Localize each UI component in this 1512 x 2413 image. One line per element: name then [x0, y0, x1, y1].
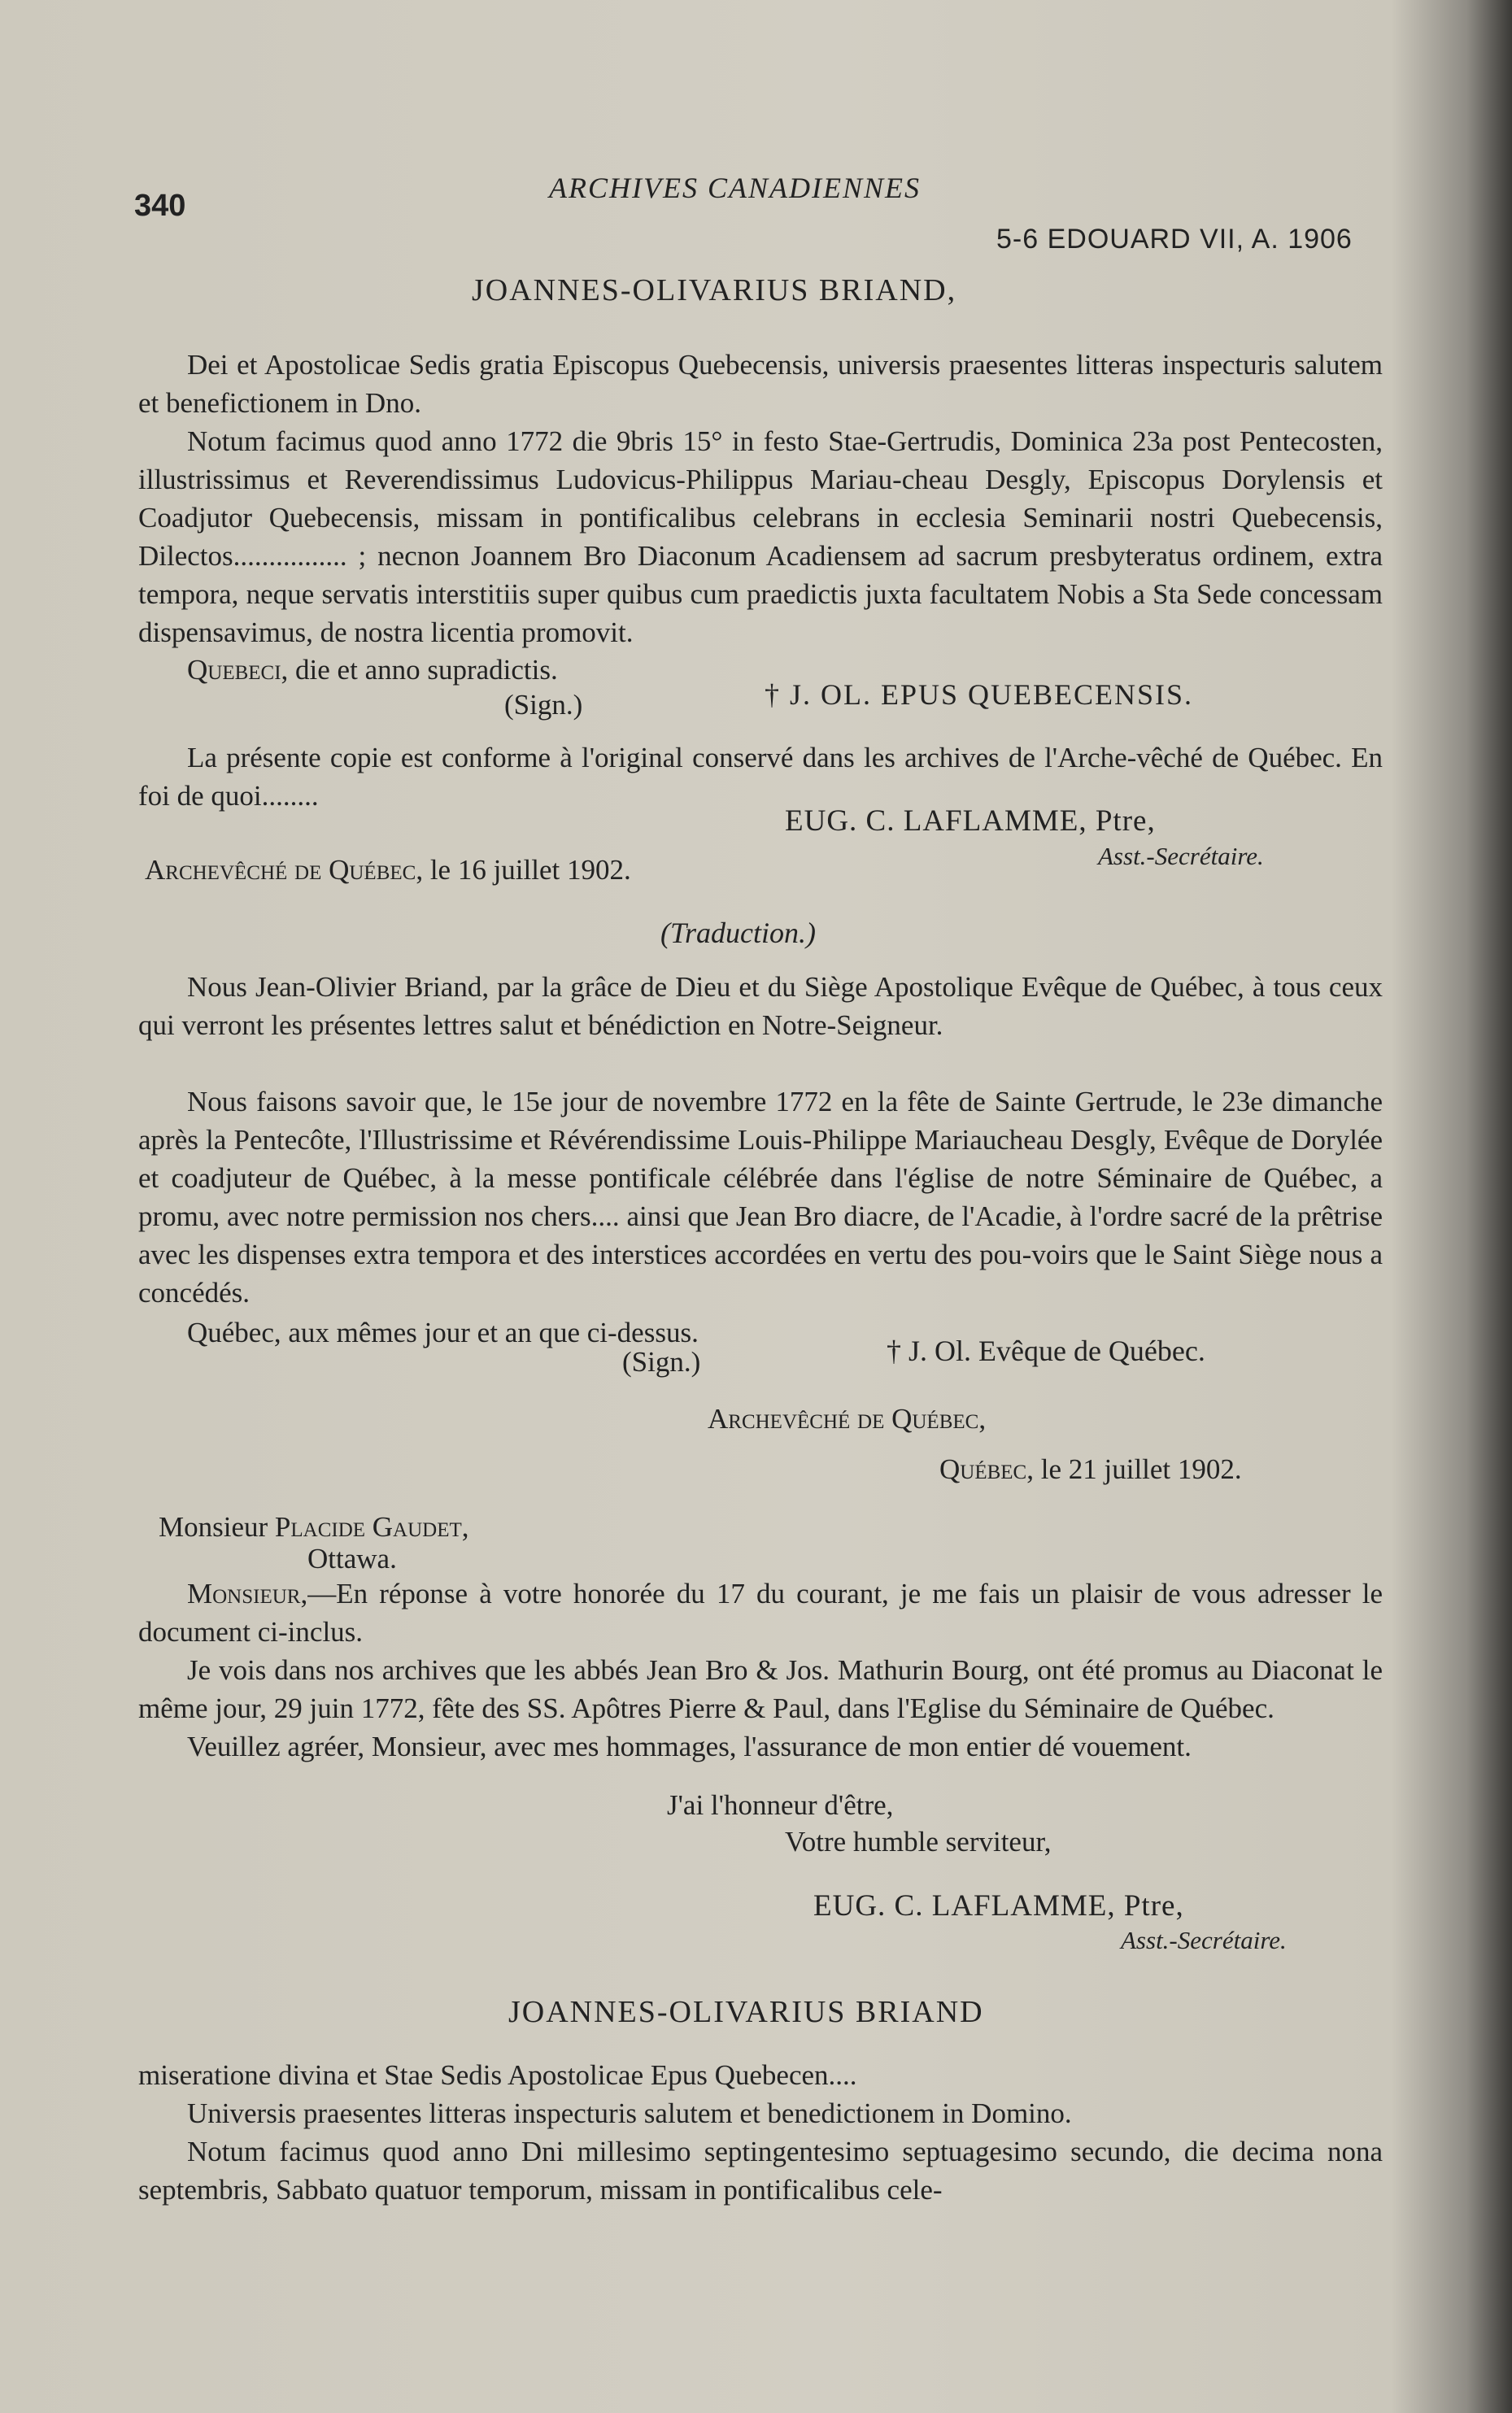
copy-note-text: La présente copie est conforme à l'original conservé dans les archives de l'Arche-vêché de Québec. En foi de quoi........	[138, 742, 1383, 812]
translation-sign-label: (Sign.)	[622, 1346, 701, 1378]
doc1-signature: † J. OL. EPUS QUEBECENSIS.	[765, 678, 1194, 711]
letter-paragraph-1-text: —En réponse à votre honorée du 17 du courant, je me fais un plaisir de vous adresser le document ci-inclus.	[138, 1578, 1383, 1648]
doc2-title: JOANNES-OLIVARIUS BRIAND	[508, 1995, 984, 2029]
letter-sender: Archevêché de Québec,	[708, 1403, 987, 1435]
doc1-paragraph-1: Dei et Apostolicae Sedis gratia Episcopus Quebecensis, universis praesentes litteras inspecturis salutem et benefictionem in Dno.	[138, 349, 1383, 419]
copy-note-place: Archevêché de Québec	[145, 854, 416, 886]
translation-label: (Traduction.)	[660, 917, 817, 949]
translation-paragraph-2: Nous faisons savoir que, le 15e jour de novembre 1772 en la fête de Sainte Gertrude, le 23e dimanche après la Pentecôte, l'Illustrissime et Révérendissime Louis-Philippe Mariaucheau Desgly, Evêque de Dorylée et coadjuteur de Québec, à la messe pontificale célébrée dans l'église de notre Séminaire de Québec, a promu, avec notre permission nos chers.... ainsi que Jean Bro diacre, de l'Acadie, à l'ordre sacré de la prêtrise avec les dispenses extra tempora et des interstices accordées en vertu des pou-voirs que le Saint Siège nous a concédés.	[138, 1086, 1383, 1309]
letter-date-place: Québec	[939, 1453, 1027, 1485]
translation-paragraph-1: Nous Jean-Olivier Briand, par la grâce de Dieu et du Siège Apostolique Evêque de Québec, à tous ceux qui verront les présentes lettres salut et bénédiction en Notre-Seigneur.	[138, 971, 1383, 1041]
doc1-sign-label: (Sign.)	[504, 689, 583, 721]
edition-line: 5-6 EDOUARD VII, A. 1906	[996, 224, 1353, 255]
letter-date: , le 21 juillet 1902.	[1026, 1453, 1242, 1485]
letter-recipient-name: Placide Gaudet,	[274, 1511, 469, 1543]
doc1-paragraph-2: Notum facimus quod anno 1772 die 9bris 15° in festo Stae-Gertrudis, Dominica 23a post Pentecosten, illustrissimus et Reverendissimus Ludovicus-Philippus Mariau-cheau Desgly, Episcopus Dorylensis et Coadjutor Quebecensis, missam in pontificalibus celebrans in ecclesia Seminarii nostri Quebecensis, Dilectos................ ; necnon Joannem Bro Diaconum Acadiensem ad sacrum presbyteratus ordinem, extra tempora, neque servatis interstitiis super quibus cum praedictis juxta facultatem Nobis a Sta Sede concessam dispensavimus, de nostra licentia promovit.	[138, 425, 1383, 648]
doc1-place-line	[138, 651, 1383, 689]
running-title: ARCHIVES CANADIENNES	[549, 172, 921, 204]
doc1-place-name: Quebeci	[187, 654, 281, 686]
doc2-paragraph-2: Universis praesentes litteras inspecturis salutem et benedictionem in Domino.	[187, 2097, 1072, 2129]
letter-closing-2: Votre humble serviteur,	[785, 1826, 1052, 1858]
letter-recipient	[159, 1511, 469, 1544]
letter-closing-1: J'ai l'honneur d'être,	[667, 1789, 894, 1821]
letter-signer: EUG. C. LAFLAMME, Ptre,	[813, 1889, 1184, 1923]
copy-note-signer-title: Asst.-Secrétaire.	[1098, 842, 1264, 870]
letter-recipient-city: Ottawa.	[307, 1543, 397, 1575]
doc2-paragraph-1: miseratione divina et Stae Sedis Apostolicae Epus Quebecen....	[138, 2059, 857, 2091]
translation-signature: † J. Ol. Evêque de Québec.	[887, 1335, 1205, 1367]
doc2-paragraph-3: Notum facimus quod anno Dni millesimo septingentesimo septuagesimo secundo, die decima nona septembris, Sabbato quatuor temporum, missam in pontificalibus cele-	[138, 2136, 1383, 2206]
letter-paragraph-3: Veuillez agréer, Monsieur, avec mes hommages, l'assurance de mon entier dé vouement.	[187, 1731, 1192, 1762]
letter-salutation: Monsieur,	[187, 1578, 308, 1609]
letter-signer-title: Asst.-Secrétaire.	[1121, 1926, 1287, 1954]
copy-note-date: , le 16 juillet 1902.	[416, 854, 631, 886]
translation-place-line: Québec, aux mêmes jour et an que ci-dessus.	[187, 1317, 699, 1348]
letter-paragraph-2: Je vois dans nos archives que les abbés Jean Bro & Jos. Mathurin Bourg, ont été promus au Diaconat le même jour, 29 juin 1772, fête des SS. Apôtres Pierre & Paul, dans l'Eglise du Séminaire de Québec.	[138, 1654, 1383, 1724]
doc1-title: JOANNES-OLIVARIUS BRIAND,	[472, 273, 957, 307]
copy-note-place-date	[145, 854, 631, 886]
letter-date-line	[939, 1453, 1242, 1486]
letter-recipient-prefix: Monsieur	[159, 1511, 275, 1543]
doc1-place-rest: , die et anno supradictis.	[281, 654, 558, 686]
page-number: 340	[134, 189, 186, 223]
letter-paragraph-1	[138, 1575, 1383, 1651]
copy-note-signer: EUG. C. LAFLAMME, Ptre,	[785, 804, 1156, 838]
